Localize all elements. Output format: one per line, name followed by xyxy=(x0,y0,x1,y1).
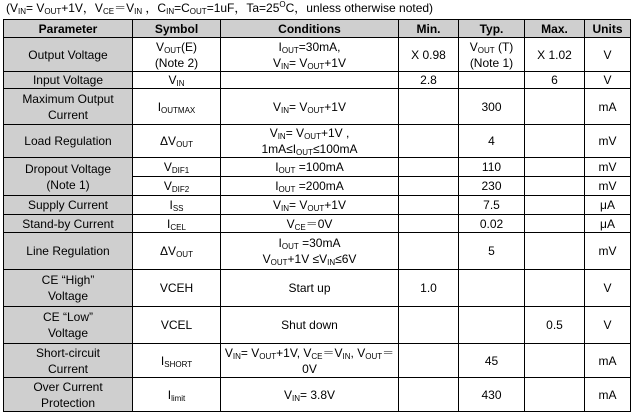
cell-units: mV xyxy=(585,233,631,270)
table-row-ce-high xyxy=(4,270,631,307)
cell-min xyxy=(399,196,459,215)
cell-max xyxy=(525,233,585,270)
table-row-supply-current xyxy=(4,196,631,215)
cell-typ: 300 xyxy=(459,89,525,125)
cell-max xyxy=(525,125,585,158)
cell-max xyxy=(525,158,585,177)
cell-conditions: Shut down xyxy=(221,307,399,344)
cell-symbol: $V_{OUT}(E)$ (Note 2) xyxy=(133,38,221,72)
cell-units: μA xyxy=(585,215,631,233)
cell-typ xyxy=(459,270,525,307)
cell-min xyxy=(399,158,459,177)
cell-min: 2.8 xyxy=(399,72,459,89)
cell-parameter: Maximum Output Current xyxy=(4,89,133,125)
cell-min xyxy=(399,125,459,158)
table-row-ce-low xyxy=(4,307,631,344)
cell-conditions: $I_{OUT} =200mA$ xyxy=(221,177,399,196)
cell-parameter: Supply Current xyxy=(4,196,133,215)
table-row-dropout-voltage-1 xyxy=(4,158,631,177)
cell-min: 1.0 xyxy=(399,270,459,307)
cell-symbol: $I_{SS}$ xyxy=(133,196,221,215)
cell-units: mV xyxy=(585,125,631,158)
table-row-input-voltage xyxy=(4,72,631,89)
cell-symbol: $\Delta V_{OUT}$ xyxy=(133,125,221,158)
cell-parameter: CE “Low” Voltage xyxy=(4,307,133,344)
cell-units: mV xyxy=(585,158,631,177)
cell-parameter: Load Regulation xyxy=(4,125,133,158)
cell-conditions: $V_{IN}= V_{OUT}+1V$ xyxy=(221,89,399,125)
cell-units: V xyxy=(585,72,631,89)
cell-typ: 45 xyxy=(459,344,525,378)
cell-max xyxy=(525,344,585,378)
cell-units: mA xyxy=(585,344,631,378)
cell-max xyxy=(525,215,585,233)
cell-symbol: $I_{OUTMAX}$ xyxy=(133,89,221,125)
cell-symbol: $V_{IN}$ xyxy=(133,72,221,89)
cell-typ: 430 xyxy=(459,378,525,412)
cell-conditions: $I_{OUT}=30mA$, $V_{IN}= V_{OUT}+1V$ xyxy=(221,38,399,72)
cell-max: 6 xyxy=(525,72,585,89)
cell-typ: 230 xyxy=(459,177,525,196)
header-conditions: Conditions xyxy=(221,20,399,38)
cell-symbol: VCEH xyxy=(133,270,221,307)
cell-parameter: Input Voltage xyxy=(4,72,133,89)
cell-min xyxy=(399,89,459,125)
cell-min xyxy=(399,177,459,196)
cell-parameter: Dropout Voltage (Note 1) xyxy=(4,158,133,196)
cell-min xyxy=(399,215,459,233)
cell-units: V xyxy=(585,38,631,72)
table-row-over-current-protection xyxy=(4,378,631,412)
cell-units: V xyxy=(585,307,631,344)
cell-conditions: Start up xyxy=(221,270,399,307)
cell-min xyxy=(399,344,459,378)
cell-symbol: VCEL xyxy=(133,307,221,344)
cell-max xyxy=(525,196,585,215)
cell-typ: $V_{OUT}$ (T) (Note 1) xyxy=(459,38,525,72)
cell-conditions: $V_{IN}= V_{OUT}+1V$ xyxy=(221,196,399,215)
cell-typ: 7.5 xyxy=(459,196,525,215)
header-symbol: Symbol xyxy=(133,20,221,38)
cell-conditions: $I_{OUT} =30mA$ $V_{OUT}+1V \le V_{IN}\le 6V$ xyxy=(221,233,399,270)
table-row-short-circuit-current xyxy=(4,344,631,378)
table-row-line-regulation xyxy=(4,233,631,270)
electrical-characteristics-table xyxy=(3,19,631,412)
cell-parameter: Output Voltage xyxy=(4,38,133,72)
cell-units: μA xyxy=(585,196,631,215)
cell-units: mA xyxy=(585,89,631,125)
cell-conditions: $V_{CE}=0V$ xyxy=(221,215,399,233)
cell-conditions: $I_{OUT} =100mA$ xyxy=(221,158,399,177)
cell-max: X 1.02 xyxy=(525,38,585,72)
cell-symbol: $\Delta V_{OUT}$ xyxy=(133,233,221,270)
cell-max xyxy=(525,177,585,196)
cell-symbol: $I_{limit}$ xyxy=(133,378,221,412)
table-row-load-regulation xyxy=(4,125,631,158)
table-row-max-output-current xyxy=(4,89,631,125)
cell-max xyxy=(525,378,585,412)
cell-min xyxy=(399,233,459,270)
header-parameter: Parameter xyxy=(4,20,133,38)
header-min: Min. xyxy=(399,20,459,38)
header-typ: Typ. xyxy=(459,20,525,38)
cell-symbol: $I_{SHORT}$ xyxy=(133,344,221,378)
cell-symbol: $I_{CEL}$ xyxy=(133,215,221,233)
cell-typ: 0.02 xyxy=(459,215,525,233)
cell-units: mV xyxy=(585,177,631,196)
header-row xyxy=(4,20,631,38)
cell-parameter: CE “High” Voltage xyxy=(4,270,133,307)
cell-parameter: Line Regulation xyxy=(4,233,133,270)
cell-conditions: $V_{IN}= V_{OUT}+1V$ , $1mA\le I_{OUT}\le 100mA$ xyxy=(221,125,399,158)
cell-max xyxy=(525,270,585,307)
cell-units: mA xyxy=(585,378,631,412)
table-row-output-voltage xyxy=(4,38,631,72)
cell-max: 0.5 xyxy=(525,307,585,344)
cell-typ: 4 xyxy=(459,125,525,158)
cell-typ: 110 xyxy=(459,158,525,177)
table-row-standby-current xyxy=(4,215,631,233)
cell-typ xyxy=(459,72,525,89)
header-max: Max. xyxy=(525,20,585,38)
header-units: Units xyxy=(585,20,631,38)
cell-conditions xyxy=(221,72,399,89)
cell-conditions: $V_{IN}= 3.8V$ xyxy=(221,378,399,412)
cell-parameter: Over Current Protection xyxy=(4,378,133,412)
cell-symbol: $V_{DIF2}$ xyxy=(133,177,221,196)
cell-min xyxy=(399,378,459,412)
cell-typ xyxy=(459,307,525,344)
cell-typ: 5 xyxy=(459,233,525,270)
cell-conditions: $V_{IN}= V_{OUT}+1V$, $V_{CE}=V_{IN}$, $V_{OUT}=0V$ xyxy=(221,344,399,378)
cell-max xyxy=(525,89,585,125)
cell-parameter: Stand-by Current xyxy=(4,215,133,233)
cell-units: V xyxy=(585,270,631,307)
conditions-caption: ($V_{IN}= V_{OUT}+1V$，$V_{CE}=V_{IN}$ ，$C_{IN}=C_{OUT}=1uF$，$Ta=25^OC$，unless otherwise noted) xyxy=(6,0,434,16)
cell-min: X 0.98 xyxy=(399,38,459,72)
cell-min xyxy=(399,307,459,344)
cell-parameter: Short-circuit Current xyxy=(4,344,133,378)
cell-symbol: $V_{DIF1}$ xyxy=(133,158,221,177)
